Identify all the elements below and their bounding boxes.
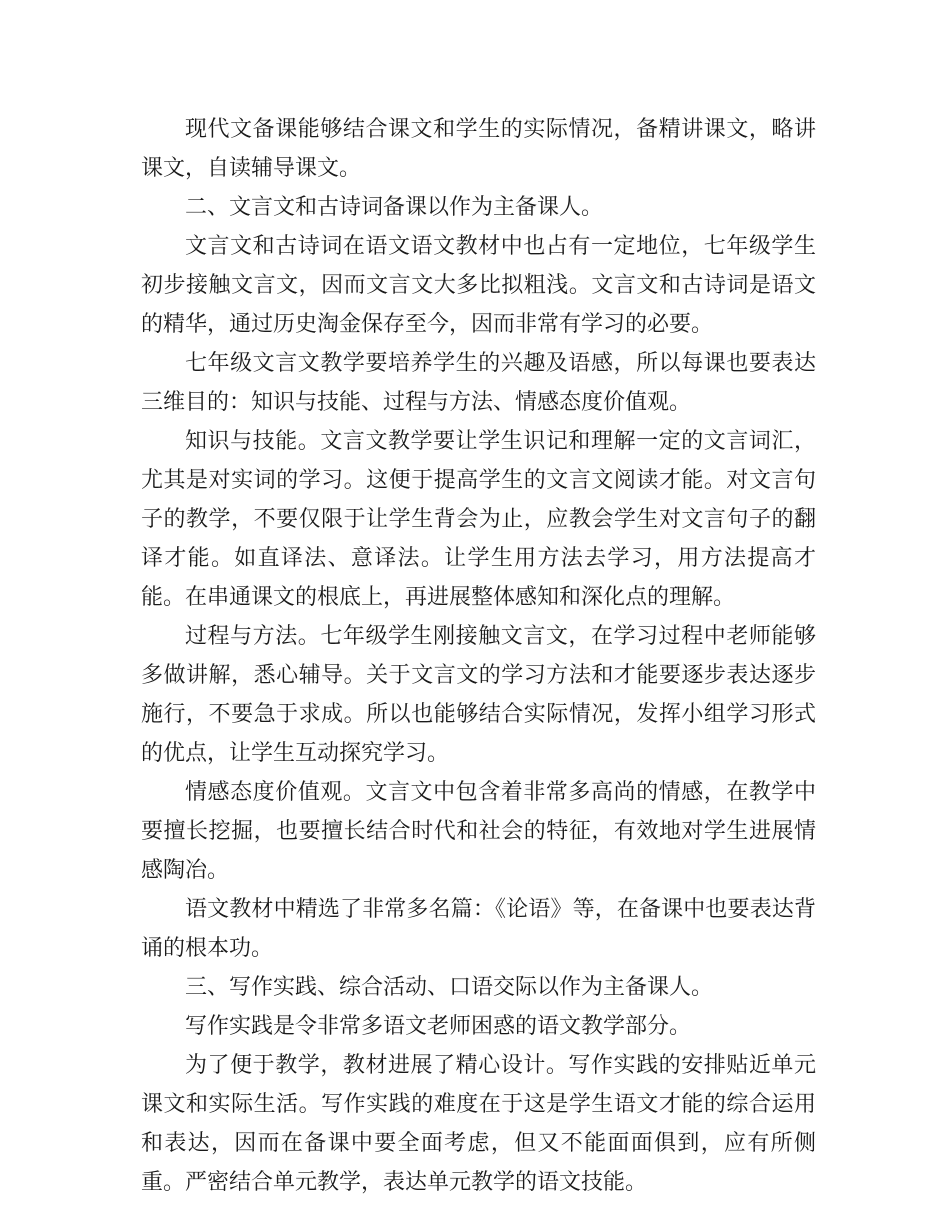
paragraph: 七年级文言文教学要培养学生的兴趣及语感，所以每课也要表达三维目的：知识与技能、过程与方法、情感态度价值观。 (141, 351, 816, 415)
paragraph: 过程与方法。七年级学生刚接触文言文，在学习过程中老师能够多做讲解，悉心辅导。关于文言文的学习方法和才能要逐步表达逐步施行，不要急于求成。所以也能够结合实际情况，发挥小组学习形式的优点，让学生互动探究学习。 (141, 624, 816, 766)
document-body (141, 110, 816, 1202)
paragraph: 现代文备课能够结合课文和学生的实际情况，备精讲课文，略讲课文，自读辅导课文。 (141, 117, 816, 181)
paragraph: 情感态度价值观。文言文中包含着非常多高尚的情感，在教学中要擅长挖掘，也要擅长结合时代和社会的特征，有效地对学生进展情感陶冶。 (141, 780, 816, 883)
paragraph: 语文教材中精选了非常多名篇：《论语》等，在备课中也要表达背诵的根本功。 (141, 897, 816, 961)
section-heading: 二、文言文和古诗词备课以作为主备课人。 (185, 195, 604, 220)
paragraph: 写作实践是令非常多语文老师困惑的语文教学部分。 (185, 1014, 692, 1039)
paragraph: 文言文和古诗词在语文语文教材中也占有一定地位，七年级学生初步接触文言文，因而文言文大多比拟粗浅。文言文和古诗词是语文的精华，通过历史淘金保存至今，因而非常有学习的必要。 (141, 234, 816, 337)
paragraph: 为了便于教学，教材进展了精心设计。写作实践的安排贴近单元课文和实际生活。写作实践的难度在于这是学生语文才能的综合运用和表达，因而在备课中要全面考虑，但又不能面面俱到，应有所侧重。严密结合单元教学，表达单元教学的语文技能。 (141, 1053, 816, 1195)
section-heading: 三、写作实践、综合活动、口语交际以作为主备课人。 (185, 975, 714, 1000)
paragraph: 知识与技能。文言文教学要让学生识记和理解一定的文言词汇，尤其是对实词的学习。这便于提高学生的文言文阅读才能。对文言句子的教学，不要仅限于让学生背会为止，应教会学生对文言句子的翻译才能。如直译法、意译法。让学生用方法去学习，用方法提高才能。在串通课文的根底上，再进展整体感知和深化点的理解。 (141, 429, 816, 610)
